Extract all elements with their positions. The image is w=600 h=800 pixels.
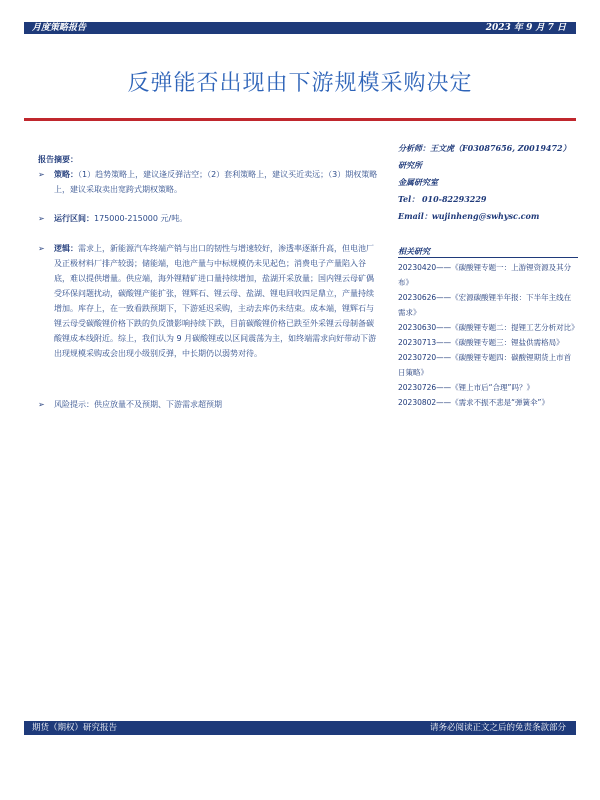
related-list	[398, 260, 578, 410]
footer-report-type: 期货（期权）研究报告	[32, 723, 118, 733]
related-item[interactable]: 20230626——《宏源碳酸锂半年报：下半年主线在需求》	[398, 293, 572, 317]
related-item[interactable]: 20230726——《锂上市后“合理”吗？》	[398, 383, 534, 392]
title-divider	[24, 118, 576, 121]
bullet-lead: 逻辑：	[54, 244, 78, 253]
analyst-name: 分析师：王文虎（F03087656, Z0019472）	[398, 143, 571, 153]
analyst-dept: 金属研究室	[398, 177, 438, 187]
summary-bullet-risk	[38, 397, 378, 412]
bullet-text: 风险提示：供应放量不及预期、下游需求超预期	[54, 400, 222, 409]
related-item[interactable]: 20230420——《碳酸锂专题一：上游锂资源及其分布》	[398, 263, 572, 287]
page-title: 反弹能否出现由下游规模采购决定	[127, 71, 473, 96]
bullet-text: （1）趋势策略上，建议逢反弹沽空；（2）套利策略上，建议买近卖远；（3）期权策略上，建议采取卖出宽跨式期权策略。	[54, 170, 378, 194]
bullet-text: 175000-215000 元/吨。	[94, 214, 188, 223]
analyst-info	[398, 140, 578, 225]
bullet-arrow-icon: ➢	[38, 400, 45, 409]
bullet-lead: 运行区间：	[54, 214, 94, 223]
analyst-email[interactable]: Email：wujinheng@swhysc.com	[398, 211, 540, 221]
footer-disclaimer: 请务必阅读正文之后的免责条款部分	[429, 723, 566, 733]
related-heading: 相关研究	[398, 244, 578, 258]
summary-section	[38, 152, 378, 412]
bullet-arrow-icon: ➢	[38, 170, 45, 179]
analyst-tel: Tel： 010-82293229	[398, 194, 487, 204]
bullet-arrow-icon: ➢	[38, 244, 45, 253]
bullet-text: 需求上，新能源汽车终端产销与出口的韧性与增速较好，渗透率逐渐升高，但电池厂及正极材料厂排产较弱；储能端，电池产量与中标规模仍未见起色；消费电子产量陷入谷底，难以提供增量。供应端，海外锂精矿进口量持续增加，盐湖开采放量；国内锂云母矿偶受环保问题扰动，碳酸锂产能扩张，锂辉石、锂云母、盐湖、锂电回收四足鼎立，产量持续增加。库存上，在一致看跌预期下，下游延迟采购，主动去库仍未结束。成本端，锂辉石与锂云母受碳酸锂价格下跌的负反馈影响持续下跌，目前碳酸锂价格已跌至外采锂云母制备碳酸锂成本线附近。综上，我们认为 9 月碳酸锂或以区间震荡为主，如终端需求向好带动下游出现规模采购或会出现小级别反弹，中长期仍以弱势对待。	[54, 244, 377, 358]
summary-bullet-logic	[38, 241, 378, 361]
summary-heading: 报告摘要：	[38, 155, 78, 164]
related-item[interactable]: 20230802——《需求不振不悲是“弹簧伞”》	[398, 398, 549, 407]
related-item[interactable]: 20230720——《碳酸锂专题四：碳酸锂期货上市首日策略》	[398, 353, 572, 377]
bullet-arrow-icon: ➢	[38, 214, 45, 223]
related-research	[398, 244, 578, 410]
footer-bar	[24, 721, 576, 735]
related-item[interactable]: 20230713——《碳酸锂专题三：锂盐供需格局》	[398, 338, 564, 347]
top-header-bar	[24, 22, 576, 34]
related-item[interactable]: 20230630——《碳酸锂专题二：提锂工艺分析对比》	[398, 323, 579, 332]
summary-bullet-strategy	[38, 167, 378, 197]
bullet-lead: 策略：	[54, 170, 78, 179]
analyst-institute: 研究所	[398, 160, 422, 170]
summary-bullet-range	[38, 211, 378, 226]
report-date: 2023 年 9 月 7 日	[485, 23, 566, 33]
report-type-label: 月度策略报告	[32, 23, 87, 33]
